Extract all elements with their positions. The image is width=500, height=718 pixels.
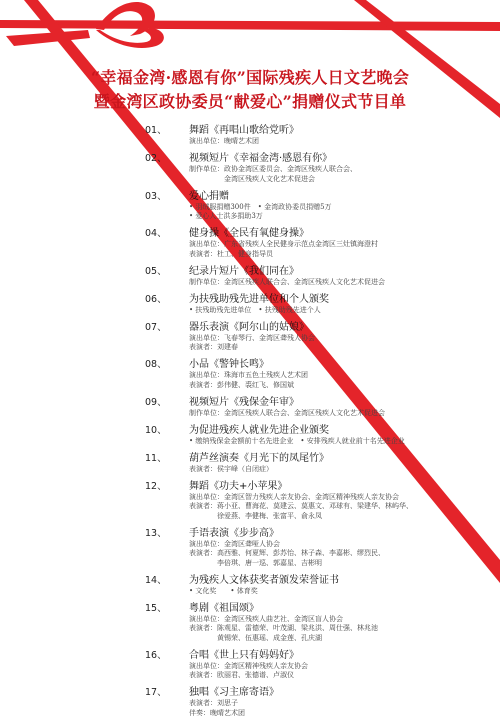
program-item (157, 527, 497, 569)
program-item-number: 17、 (145, 686, 167, 699)
program-item-detail: 制作单位：金湾区残疾人联合会、金湾区残疾人文化艺术促进会 (189, 409, 497, 419)
program-item-number: 08、 (145, 358, 167, 371)
program-item-detail: 表演者：侯宇峰（自闭症） (189, 465, 497, 475)
program-item-number: 15、 (145, 602, 167, 615)
ribbon-tail (6, 30, 90, 46)
program-item-detail: 演出单位：金湾区残疾人曲艺社、金湾区盲人协会 (189, 615, 497, 625)
program-item-name: 健身操《全民有氧健身操》 (189, 227, 497, 240)
program-title (0, 66, 500, 114)
program-item-name: 纪录片短片《我们同在》 (189, 265, 497, 278)
program-item-name: 视频短片《残保金年审》 (189, 396, 497, 409)
program-item-detail: 金湾区残疾人文化艺术促进会 (189, 175, 497, 185)
program-item-number: 11、 (145, 452, 167, 465)
program-item-name: 爱心捐赠 (189, 190, 497, 203)
ribbon-horizontal (0, 20, 500, 31)
program-item-number: 06、 (145, 293, 167, 306)
program-item-detail: 制作单位：金湾区残疾人联合会、金湾区残疾人文化艺术促进会 (189, 278, 497, 288)
program-item (157, 602, 497, 644)
program-item (157, 152, 497, 184)
program-item-number: 12、 (145, 480, 167, 493)
program-item (157, 396, 497, 419)
title-line-1: “幸福金湾·感恩有你”国际残疾人日文艺晚会 (0, 66, 500, 90)
program-item (157, 686, 497, 718)
program-item-name: 为扶残助残先进单位和个人颁奖 (189, 293, 497, 306)
program-item-detail: 表演者：欧丽君、张德谱、卢淑仪 (189, 671, 497, 681)
program-item-detail: 伴奏：晚晴艺术团 (189, 709, 497, 718)
program-item-detail: • 缴纳残保金金额前十名先进企业 • 安排残疾人就业前十名先进企业 (189, 437, 497, 447)
program-item-name: 手语表演《步步高》 (189, 527, 497, 540)
program-item (157, 424, 497, 447)
program-item (157, 649, 497, 681)
program-item-number: 14、 (145, 574, 167, 587)
program-item-number: 02、 (145, 152, 167, 165)
program-item-detail: • 爱心人士洪多捐助3万 (189, 212, 497, 222)
program-item-detail: 表演者：杜工、健身指导员 (189, 250, 497, 260)
program-item-number: 07、 (145, 321, 167, 334)
program-item-name: 舞蹈《功夫+小苹果》 (189, 480, 497, 493)
program-item-detail: 李倍琪、唐一巡、郭嘉星、吉彬明 (189, 559, 497, 569)
program-item-detail: 演出单位：金湾区智力残疾人亲友协会、金湾区精神残疾人亲友协会 (189, 493, 497, 503)
program-item (157, 227, 497, 259)
program-item-number: 13、 (145, 527, 167, 540)
program-item-number: 04、 (145, 227, 167, 240)
title-line-2: 暨金湾区政协委员“献爱心”捐赠仪式节目单 (0, 90, 500, 114)
program-item-name: 器乐表演《阿尔山的姑娘》 (189, 321, 497, 334)
program-item-detail: 表演者：刘思子 (189, 699, 497, 709)
program-item-detail: 演出单位：珠海市五色土残疾人艺术团 (189, 371, 497, 381)
program-item-detail: • 文化奖 • 体育奖 (189, 587, 497, 597)
program-item-name: 独唱《习主席寄语》 (189, 686, 497, 699)
program-item-detail: 表演者：陈观星、雷德荣、叶茂湖、梁兆洪、周仕强、林兆池 (189, 624, 497, 634)
program-item-name: 葫芦丝演奏《月光下的凤尾竹》 (189, 452, 497, 465)
program-item-detail: 黄锡荣、伍惠瑶、成金莲、孔庆湖 (189, 634, 497, 644)
program-item-number: 09、 (145, 396, 167, 409)
program-item-name: 小品《警钟长鸣》 (189, 358, 497, 371)
program-item (157, 574, 497, 597)
program-item-number: 01、 (145, 124, 167, 137)
program-item-detail: 演出单位：金湾区聋哑人协会 (189, 540, 497, 550)
program-item-name: 粤剧《祖国颂》 (189, 602, 497, 615)
program-item-name: 为残疾人文体获奖者颁发荣誉证书 (189, 574, 497, 587)
program-item-name: 为促进残疾人就业先进企业颁奖 (189, 424, 497, 437)
program-item-detail: • 扶残助残先进单位 • 扶残助残先进个人 (189, 306, 497, 316)
program-item (157, 480, 497, 522)
program-item (157, 190, 497, 222)
program-item-detail: 演出单位：晚晴艺术团 (189, 137, 497, 147)
program-item-detail: 徐爱燕、李健梅、张富平、俞永凤 (189, 512, 497, 522)
program-item-name: 合唱《世上只有妈妈好》 (189, 649, 497, 662)
program-item-detail: • 羽绒服捐赠300件 • 金湾政协委员捐赠5万 (189, 203, 497, 213)
program-item-number: 16、 (145, 649, 167, 662)
program-item-detail: 演出单位：飞春琴行、金湾区聋残人协会 (189, 334, 497, 344)
program-item-name: 视频短片《幸福金湾·感恩有你》 (189, 152, 497, 165)
program-item-detail: 演出单位：广东省残疾人全民健身示范点金湾区三灶镇海澄村 (189, 240, 497, 250)
program-item (157, 321, 497, 353)
program-item-detail: 表演者：彭伟健、裘红飞、修国斌 (189, 381, 497, 391)
program-item (157, 452, 497, 475)
program-item-number: 03、 (145, 190, 167, 203)
program-item-detail: 制作单位：政协金湾区委员会、金湾区残疾人联合会、 (189, 165, 497, 175)
program-item-number: 10、 (145, 424, 167, 437)
program-item (157, 265, 497, 288)
program-list (157, 124, 497, 718)
program-item-detail: 演出单位：金湾区精神残疾人亲友协会 (189, 662, 497, 672)
program-item (157, 358, 497, 390)
program-item (157, 124, 497, 147)
program-item-detail: 表演者：刘建春 (189, 343, 497, 353)
program-item-number: 05、 (145, 265, 167, 278)
ribbon-bow-right-loop (96, 28, 164, 48)
program-item-name: 舞蹈《再唱山歌给党听》 (189, 124, 497, 137)
program-item (157, 293, 497, 316)
program-item-detail: 表演者：高西雅、何夏辉、彭苏怡、林子森、李嘉彬、缪烈民、 (189, 549, 497, 559)
program-item-detail: 表演者：蒋小亚、曹海花、莫建云、莫惠文、邓球有、梁建华、林屿华、 (189, 502, 497, 512)
